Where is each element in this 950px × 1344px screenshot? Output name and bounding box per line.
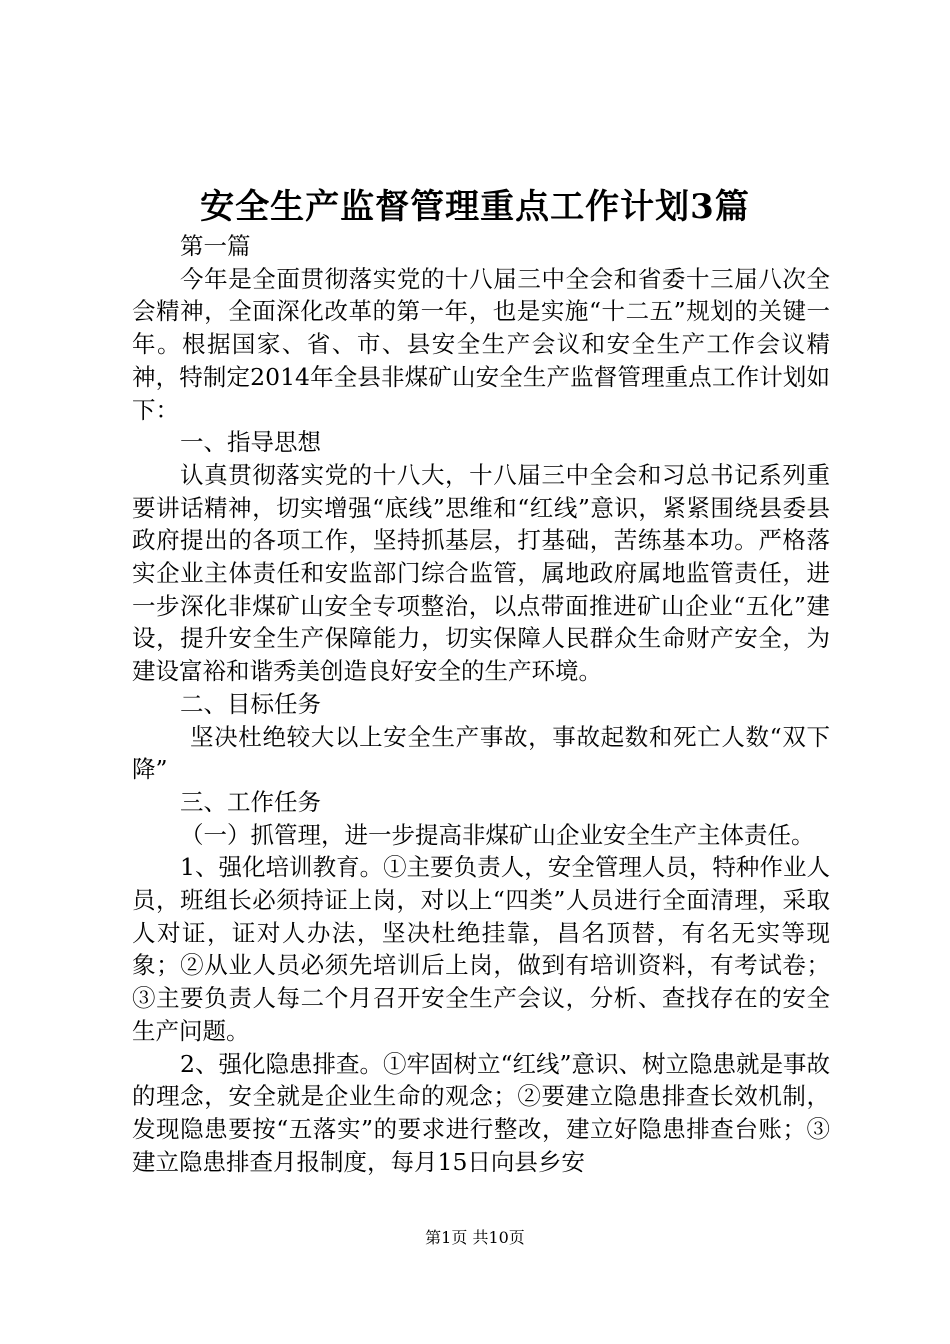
- section-heading-objectives: 二、目标任务: [180, 689, 321, 718]
- paragraph-hazard-inspection: 2、强化隐患排查。①牢固树立“红线”意识、树立隐患就是事故的理念，安全就是企业生命的观念；②要建立隐患排查长效机制，发现隐患要按“五落实”的要求进行整改，建立好隐患排查台账；③建立隐患排查月报制度，每月15日向县乡安: [132, 1049, 830, 1176]
- document-body: [132, 230, 830, 1178]
- section-heading-guiding-ideology: 一、指导思想: [180, 428, 321, 457]
- section-heading-part-one: 第一篇: [180, 232, 251, 260]
- page-number-footer: 第1页 共10页: [425, 1228, 525, 1247]
- subsection-heading-management: （一）抓管理，进一步提高非煤矿山企业安全生产主体责任。: [180, 820, 815, 849]
- section-heading-work-tasks: 三、工作任务: [180, 787, 321, 816]
- paragraph-objectives: 坚决杜绝较大以上安全生产事故，事故起数和死亡人数“双下降”: [132, 722, 830, 784]
- paragraph-intro: 今年是全面贯彻落实党的十八届三中全会和省委十三届八次全会精神，全面深化改革的第一年，也是实施“十二五”规划的关键一年。根据国家、省、市、县安全生产会议和安全生产工作会议精神，特制定2014年全县非煤矿山安全生产监督管理重点工作计划如下：: [132, 264, 830, 424]
- paragraph-training: 1、强化培训教育。①主要负责人，安全管理人员，特种作业人员，班组长必须持证上岗，对以上“四类”人员进行全面清理，采取人对证，证对人办法，坚决杜绝挂靠，昌名顶替，有名无实等现象；②从业人员必须先培训后上岗，做到有培训资料，有考试卷；③主要负责人每二个月召开安全生产会议，分析、查找存在的安全生产问题。: [132, 853, 830, 1045]
- paragraph-guiding-ideology: 认真贯彻落实党的十八大，十八届三中全会和习总书记系列重要讲话精神，切实增强“底线”思维和“红线”意识，紧紧围绕县委县政府提出的各项工作，坚持抓基层，打基础，苦练基本功。严格落实企业主体责任和安监部门综合监管，属地政府属地监管责任，进一步深化非煤矿山安全专项整治，以点带面推进矿山企业“五化”建设，提升安全生产保障能力，切实保障人民群众生命财产安全，为建设富裕和谐秀美创造良好安全的生产环境。: [132, 460, 830, 686]
- document-title: 安全生产监督管理重点工作计划3篇: [200, 187, 750, 227]
